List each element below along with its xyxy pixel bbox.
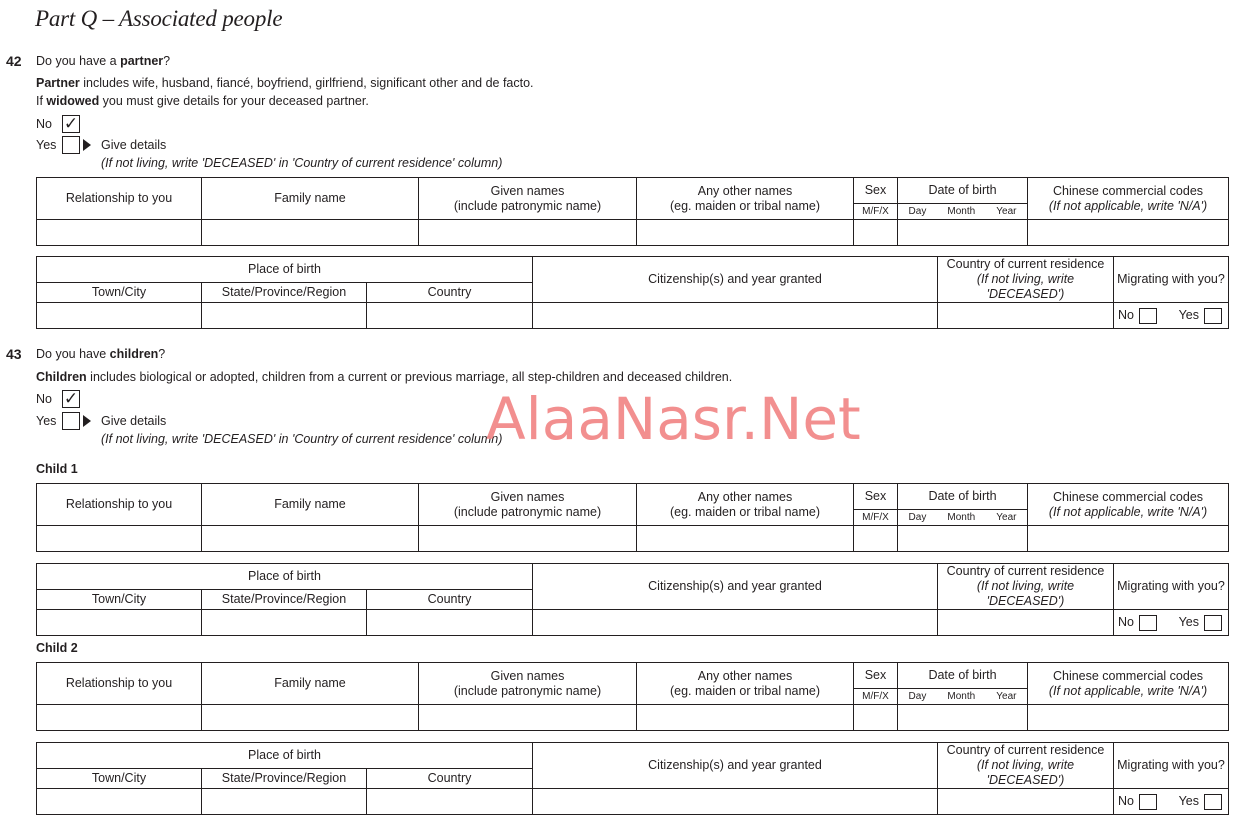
- q42-note2-bold: widowed: [46, 94, 100, 108]
- migrating-yes-label: Yes: [1178, 308, 1199, 322]
- dob-month-label: Month: [947, 205, 976, 217]
- col-sex-note: M/F/X: [854, 689, 898, 705]
- col-residence: [938, 743, 1114, 789]
- col-citizenship: Citizenship(s) and year granted: [533, 257, 938, 303]
- col-dob-parts: [898, 689, 1028, 705]
- col-given-names-note: (include patronymic name): [453, 504, 602, 519]
- col-state: State/Province/Region: [202, 283, 367, 303]
- q43-text-pre: Do you have: [36, 347, 110, 361]
- q42-give-details: Give details: [101, 138, 167, 152]
- q42-note2-pre: If: [36, 94, 47, 108]
- migrating-no-checkbox[interactable]: [1139, 615, 1157, 631]
- residence-input[interactable]: [938, 789, 1114, 815]
- state-input[interactable]: [202, 303, 367, 329]
- col-migrating: Migrating with you?: [1114, 564, 1229, 610]
- col-residence: [938, 257, 1114, 303]
- col-ccc-label: Chinese commercial codes: [1052, 489, 1204, 504]
- col-relationship: Relationship to you: [37, 484, 202, 526]
- ccc-input[interactable]: [1028, 526, 1229, 552]
- migrating-cell: [1114, 789, 1229, 815]
- col-dob-parts: [898, 204, 1028, 220]
- q42-instruction: (If not living, write 'DECEASED' in 'Country of current residence' column): [101, 156, 503, 170]
- sex-input[interactable]: [854, 705, 898, 731]
- q42-note1-text: includes wife, husband, fiancé, boyfriend, girlfriend, significant other and de facto.: [79, 76, 534, 90]
- dob-year-label: Year: [996, 205, 1017, 217]
- col-residence-label: Country of current residence: [946, 257, 1105, 271]
- child2-personal-details-table: [36, 662, 1229, 731]
- other-names-input[interactable]: [637, 526, 854, 552]
- migrating-cell: [1114, 303, 1229, 329]
- col-other-names-label: Any other names: [697, 183, 793, 198]
- col-sex: Sex: [854, 663, 898, 689]
- col-other-names: [637, 178, 854, 220]
- col-family-name: Family name: [202, 178, 419, 220]
- residence-input[interactable]: [938, 610, 1114, 636]
- col-given-names: [419, 178, 637, 220]
- citizenship-input[interactable]: [533, 303, 938, 329]
- q42-no-label: No: [36, 117, 52, 131]
- given-names-input[interactable]: [419, 220, 637, 246]
- col-other-names-note: (eg. maiden or tribal name): [669, 198, 821, 213]
- col-dob-parts: [898, 510, 1028, 526]
- question-42-note-1: [36, 76, 534, 90]
- ccc-input[interactable]: [1028, 705, 1229, 731]
- col-country: Country: [367, 769, 533, 789]
- town-input[interactable]: [37, 610, 202, 636]
- relationship-input[interactable]: [37, 526, 202, 552]
- col-town: Town/City: [37, 590, 202, 610]
- col-sex: Sex: [854, 178, 898, 204]
- col-citizenship: Citizenship(s) and year granted: [533, 564, 938, 610]
- state-input[interactable]: [202, 610, 367, 636]
- col-other-names: [637, 484, 854, 526]
- q43-text-bold: children: [109, 347, 159, 361]
- q42-text-pre: Do you have a: [36, 54, 121, 68]
- dob-month-label: Month: [947, 690, 976, 702]
- col-ccc: [1028, 484, 1229, 526]
- given-names-input[interactable]: [419, 526, 637, 552]
- question-42-text: [36, 54, 170, 68]
- col-dob: Date of birth: [898, 484, 1028, 510]
- page-title: Part Q – Associated people: [35, 6, 283, 31]
- col-residence-note: (If not living, write 'DECEASED'): [976, 272, 1075, 301]
- migrating-no-label: No: [1118, 794, 1134, 808]
- ccc-input[interactable]: [1028, 220, 1229, 246]
- col-country: Country: [367, 283, 533, 303]
- q43-text-post: ?: [158, 347, 166, 361]
- migrating-yes-checkbox[interactable]: [1204, 794, 1222, 810]
- q42-note2-text: you must give details for your deceased partner.: [99, 94, 369, 108]
- q43-note1-bold: Children: [36, 370, 87, 384]
- q43-instruction: (If not living, write 'DECEASED' in 'Country of current residence' column): [101, 432, 503, 446]
- col-other-names-note: (eg. maiden or tribal name): [669, 504, 821, 519]
- dob-year-label: Year: [996, 511, 1017, 523]
- migrating-yes-label: Yes: [1178, 615, 1199, 629]
- q42-text-post: ?: [163, 54, 171, 68]
- col-other-names: [637, 663, 854, 705]
- col-residence-note: (If not living, write 'DECEASED'): [976, 579, 1075, 608]
- family-name-input[interactable]: [202, 705, 419, 731]
- q42-no-checkbox[interactable]: ✓: [63, 114, 79, 134]
- other-names-input[interactable]: [637, 705, 854, 731]
- col-residence-label: Country of current residence: [946, 564, 1105, 578]
- col-sex-note: M/F/X: [854, 204, 898, 220]
- watermark-text: AlaaNasr.Net: [486, 385, 861, 453]
- arrow-right-icon: [83, 139, 91, 151]
- migrating-yes-checkbox[interactable]: [1204, 615, 1222, 631]
- country-input[interactable]: [367, 789, 533, 815]
- dob-day-label: Day: [908, 690, 927, 702]
- sex-input[interactable]: [854, 526, 898, 552]
- col-dob: Date of birth: [898, 178, 1028, 204]
- col-given-names-label: Given names: [490, 668, 565, 683]
- col-given-names-note: (include patronymic name): [453, 683, 602, 698]
- question-43-text: [36, 347, 165, 361]
- migrating-no-label: No: [1118, 308, 1134, 322]
- town-input[interactable]: [37, 789, 202, 815]
- col-sex: Sex: [854, 484, 898, 510]
- col-other-names-note: (eg. maiden or tribal name): [669, 683, 821, 698]
- residence-input[interactable]: [938, 303, 1114, 329]
- question-42-note-2: [36, 94, 369, 108]
- q43-give-details: Give details: [101, 414, 167, 428]
- dob-day-label: Day: [908, 205, 927, 217]
- dob-input[interactable]: [898, 220, 1028, 246]
- col-migrating: Migrating with you?: [1114, 257, 1229, 303]
- col-given-names: [419, 663, 637, 705]
- migrating-cell: [1114, 610, 1229, 636]
- citizenship-input[interactable]: [533, 789, 938, 815]
- q43-note1-text: includes biological or adopted, children from a current or previous marriage, all step-children and deceased children.: [86, 370, 733, 384]
- family-name-input[interactable]: [202, 526, 419, 552]
- col-place-of-birth: Place of birth: [37, 743, 533, 769]
- col-ccc-label: Chinese commercial codes: [1052, 183, 1204, 198]
- col-given-names: [419, 484, 637, 526]
- q43-no-label: No: [36, 392, 52, 406]
- col-given-names-label: Given names: [490, 183, 565, 198]
- q43-yes-checkbox[interactable]: [62, 412, 80, 430]
- col-relationship: Relationship to you: [37, 178, 202, 220]
- col-country: Country: [367, 590, 533, 610]
- state-input[interactable]: [202, 789, 367, 815]
- q43-yes-label: Yes: [36, 414, 57, 428]
- q42-note1-bold: Partner: [36, 76, 80, 90]
- migrating-yes-checkbox[interactable]: [1204, 308, 1222, 324]
- q42-yes-label: Yes: [36, 138, 57, 152]
- q42-personal-details-table: [36, 177, 1229, 246]
- town-input[interactable]: [37, 303, 202, 329]
- col-place-of-birth: Place of birth: [37, 257, 533, 283]
- col-ccc-label: Chinese commercial codes: [1052, 668, 1204, 683]
- child2-birth-residence-table: [36, 742, 1229, 815]
- col-town: Town/City: [37, 283, 202, 303]
- dob-day-label: Day: [908, 511, 927, 523]
- col-place-of-birth: Place of birth: [37, 564, 533, 590]
- dob-input[interactable]: [898, 705, 1028, 731]
- col-family-name: Family name: [202, 484, 419, 526]
- migrating-no-label: No: [1118, 615, 1134, 629]
- country-input[interactable]: [367, 610, 533, 636]
- sex-input[interactable]: [854, 220, 898, 246]
- migrating-no-checkbox[interactable]: [1139, 308, 1157, 324]
- child-2-heading: Child 2: [36, 641, 78, 655]
- col-ccc: [1028, 663, 1229, 705]
- col-given-names-label: Given names: [490, 489, 565, 504]
- col-dob: Date of birth: [898, 663, 1028, 689]
- q42-text-bold: partner: [120, 54, 164, 68]
- col-sex-note: M/F/X: [854, 510, 898, 526]
- migrating-yes-label: Yes: [1178, 794, 1199, 808]
- question-42-number: 42: [6, 53, 22, 69]
- col-ccc-note: (If not applicable, write 'N/A'): [1048, 504, 1208, 519]
- q42-yes-checkbox[interactable]: [62, 136, 80, 154]
- migrating-no-checkbox[interactable]: [1139, 794, 1157, 810]
- col-migrating: Migrating with you?: [1114, 743, 1229, 789]
- child1-personal-details-table: [36, 483, 1229, 552]
- col-family-name: Family name: [202, 663, 419, 705]
- col-given-names-note: (include patronymic name): [453, 198, 602, 213]
- country-input[interactable]: [367, 303, 533, 329]
- col-town: Town/City: [37, 769, 202, 789]
- citizenship-input[interactable]: [533, 610, 938, 636]
- col-other-names-label: Any other names: [697, 489, 793, 504]
- col-residence-note: (If not living, write 'DECEASED'): [976, 758, 1075, 787]
- child-1-heading: Child 1: [36, 462, 78, 476]
- col-other-names-label: Any other names: [697, 668, 793, 683]
- col-residence: [938, 564, 1114, 610]
- given-names-input[interactable]: [419, 705, 637, 731]
- col-state: State/Province/Region: [202, 769, 367, 789]
- dob-year-label: Year: [996, 690, 1017, 702]
- q42-birth-residence-table: [36, 256, 1229, 329]
- question-43-number: 43: [6, 346, 22, 362]
- other-names-input[interactable]: [637, 220, 854, 246]
- col-ccc-note: (If not applicable, write 'N/A'): [1048, 198, 1208, 213]
- relationship-input[interactable]: [37, 220, 202, 246]
- col-residence-label: Country of current residence: [946, 743, 1105, 757]
- child1-birth-residence-table: [36, 563, 1229, 636]
- dob-input[interactable]: [898, 526, 1028, 552]
- col-citizenship: Citizenship(s) and year granted: [533, 743, 938, 789]
- family-name-input[interactable]: [202, 220, 419, 246]
- col-relationship: Relationship to you: [37, 663, 202, 705]
- arrow-right-icon: [83, 415, 91, 427]
- question-43-note-1: [36, 370, 732, 384]
- relationship-input[interactable]: [37, 705, 202, 731]
- dob-month-label: Month: [947, 511, 976, 523]
- col-ccc-note: (If not applicable, write 'N/A'): [1048, 683, 1208, 698]
- col-ccc: [1028, 178, 1229, 220]
- col-state: State/Province/Region: [202, 590, 367, 610]
- q43-no-checkbox[interactable]: ✓: [63, 389, 79, 409]
